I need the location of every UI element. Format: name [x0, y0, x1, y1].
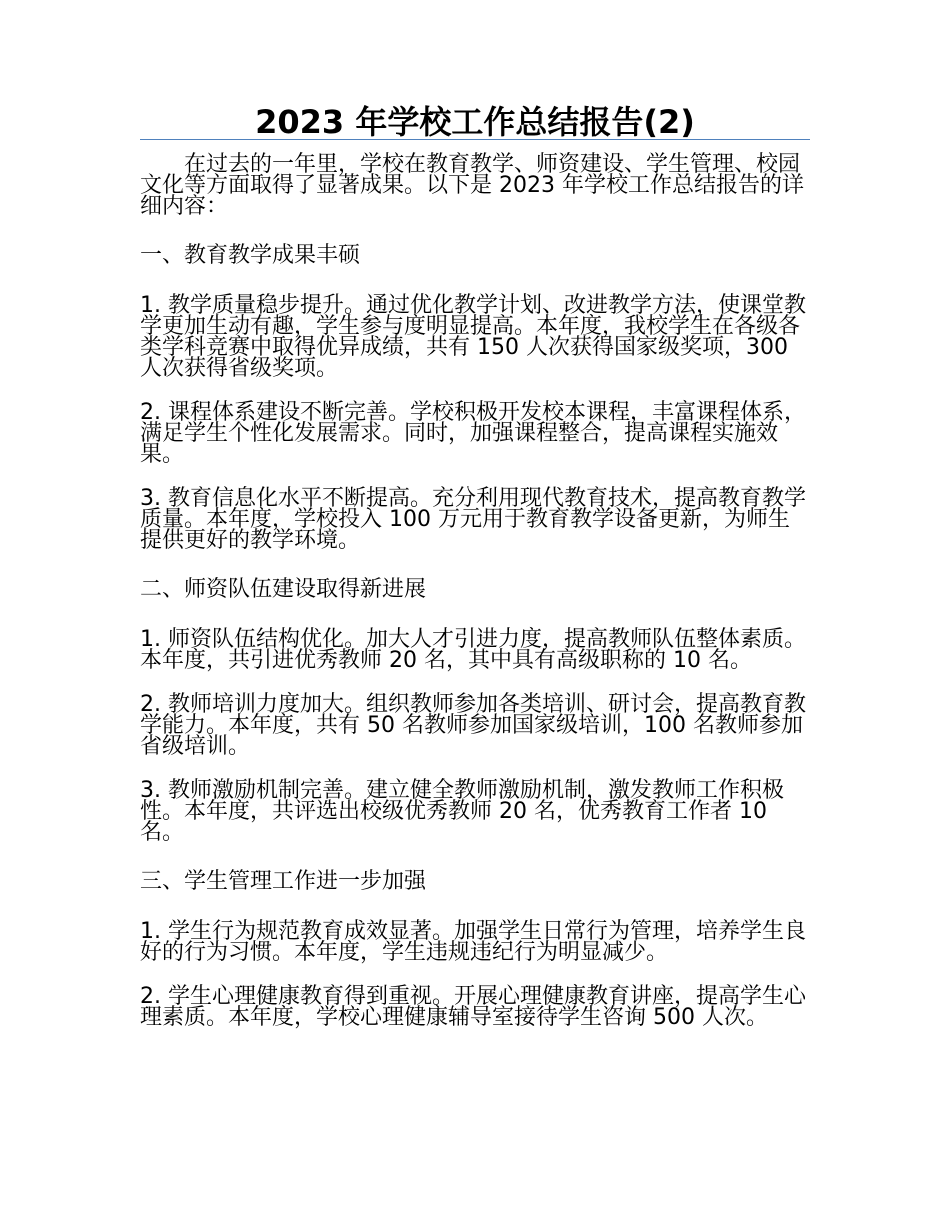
section-heading-faculty: 二、师资队伍建设取得新进展 [140, 577, 427, 602]
document-body [140, 154, 810, 1051]
title-underline [140, 139, 810, 140]
paragraph-faculty-2: 2. 教师培训力度加大。组织教师参加各类培训、研讨会，提高教育教学能力。本年度，共有 50 名教师参加国家级培训，100 名教师参加省级培训。 [140, 692, 806, 759]
paragraph-faculty-3: 3. 教师激励机制完善。建立健全教师激励机制，激发教师工作积极性。本年度，共评选出校级优秀教师 20 名，优秀教育工作者 10 名。 [140, 778, 784, 845]
paragraph-teaching-3: 3. 教育信息化水平不断提高。充分利用现代教育技术，提高教育教学质量。本年度，学校投入 100 万元用于教育教学设备更新，为师生提供更好的教学环境。 [140, 486, 806, 553]
paragraph-students-1: 1. 学生行为规范教育成效显著。加强学生日常行为管理，培养学生良好的行为习惯。本年度，学生违规违纪行为明显减少。 [140, 919, 806, 965]
document-title: 2023 年学校工作总结报告(2) [255, 103, 695, 141]
section-heading-students: 三、学生管理工作进一步加强 [140, 869, 427, 894]
paragraph-faculty-1: 1. 师资队伍结构优化。加大人才引进力度，提高教师队伍整体素质。本年度，共引进优秀教师 20 名，其中具有高级职称的 10 名。 [140, 627, 806, 673]
paragraph-students-2: 2. 学生心理健康教育得到重视。开展心理健康教育讲座，提高学生心理素质。本年度，学校心理健康辅导室接待学生咨询 500 人次。 [140, 984, 806, 1030]
paragraph-teaching-1: 1. 教学质量稳步提升。通过优化教学计划、改进教学方法，使课堂教学更加生动有趣，学生参与度明显提高。本年度，我校学生在各级各类学科竞赛中取得优异成绩，共有 150 人次获得国家级奖项，300 人次获得省级奖项。 [140, 293, 806, 381]
paragraph-teaching-2: 2. 课程体系建设不断完善。学校积极开发校本课程，丰富课程体系，满足学生个性化发展需求。同时，加强课程整合，提高课程实施效果。 [140, 400, 806, 467]
section-heading-teaching: 一、教育教学成果丰硕 [140, 243, 361, 268]
intro-paragraph: 在过去的一年里，学校在教育教学、师资建设、学生管理、校园文化等方面取得了显著成果。以下是 2023 年学校工作总结报告的详细内容： [140, 152, 804, 219]
